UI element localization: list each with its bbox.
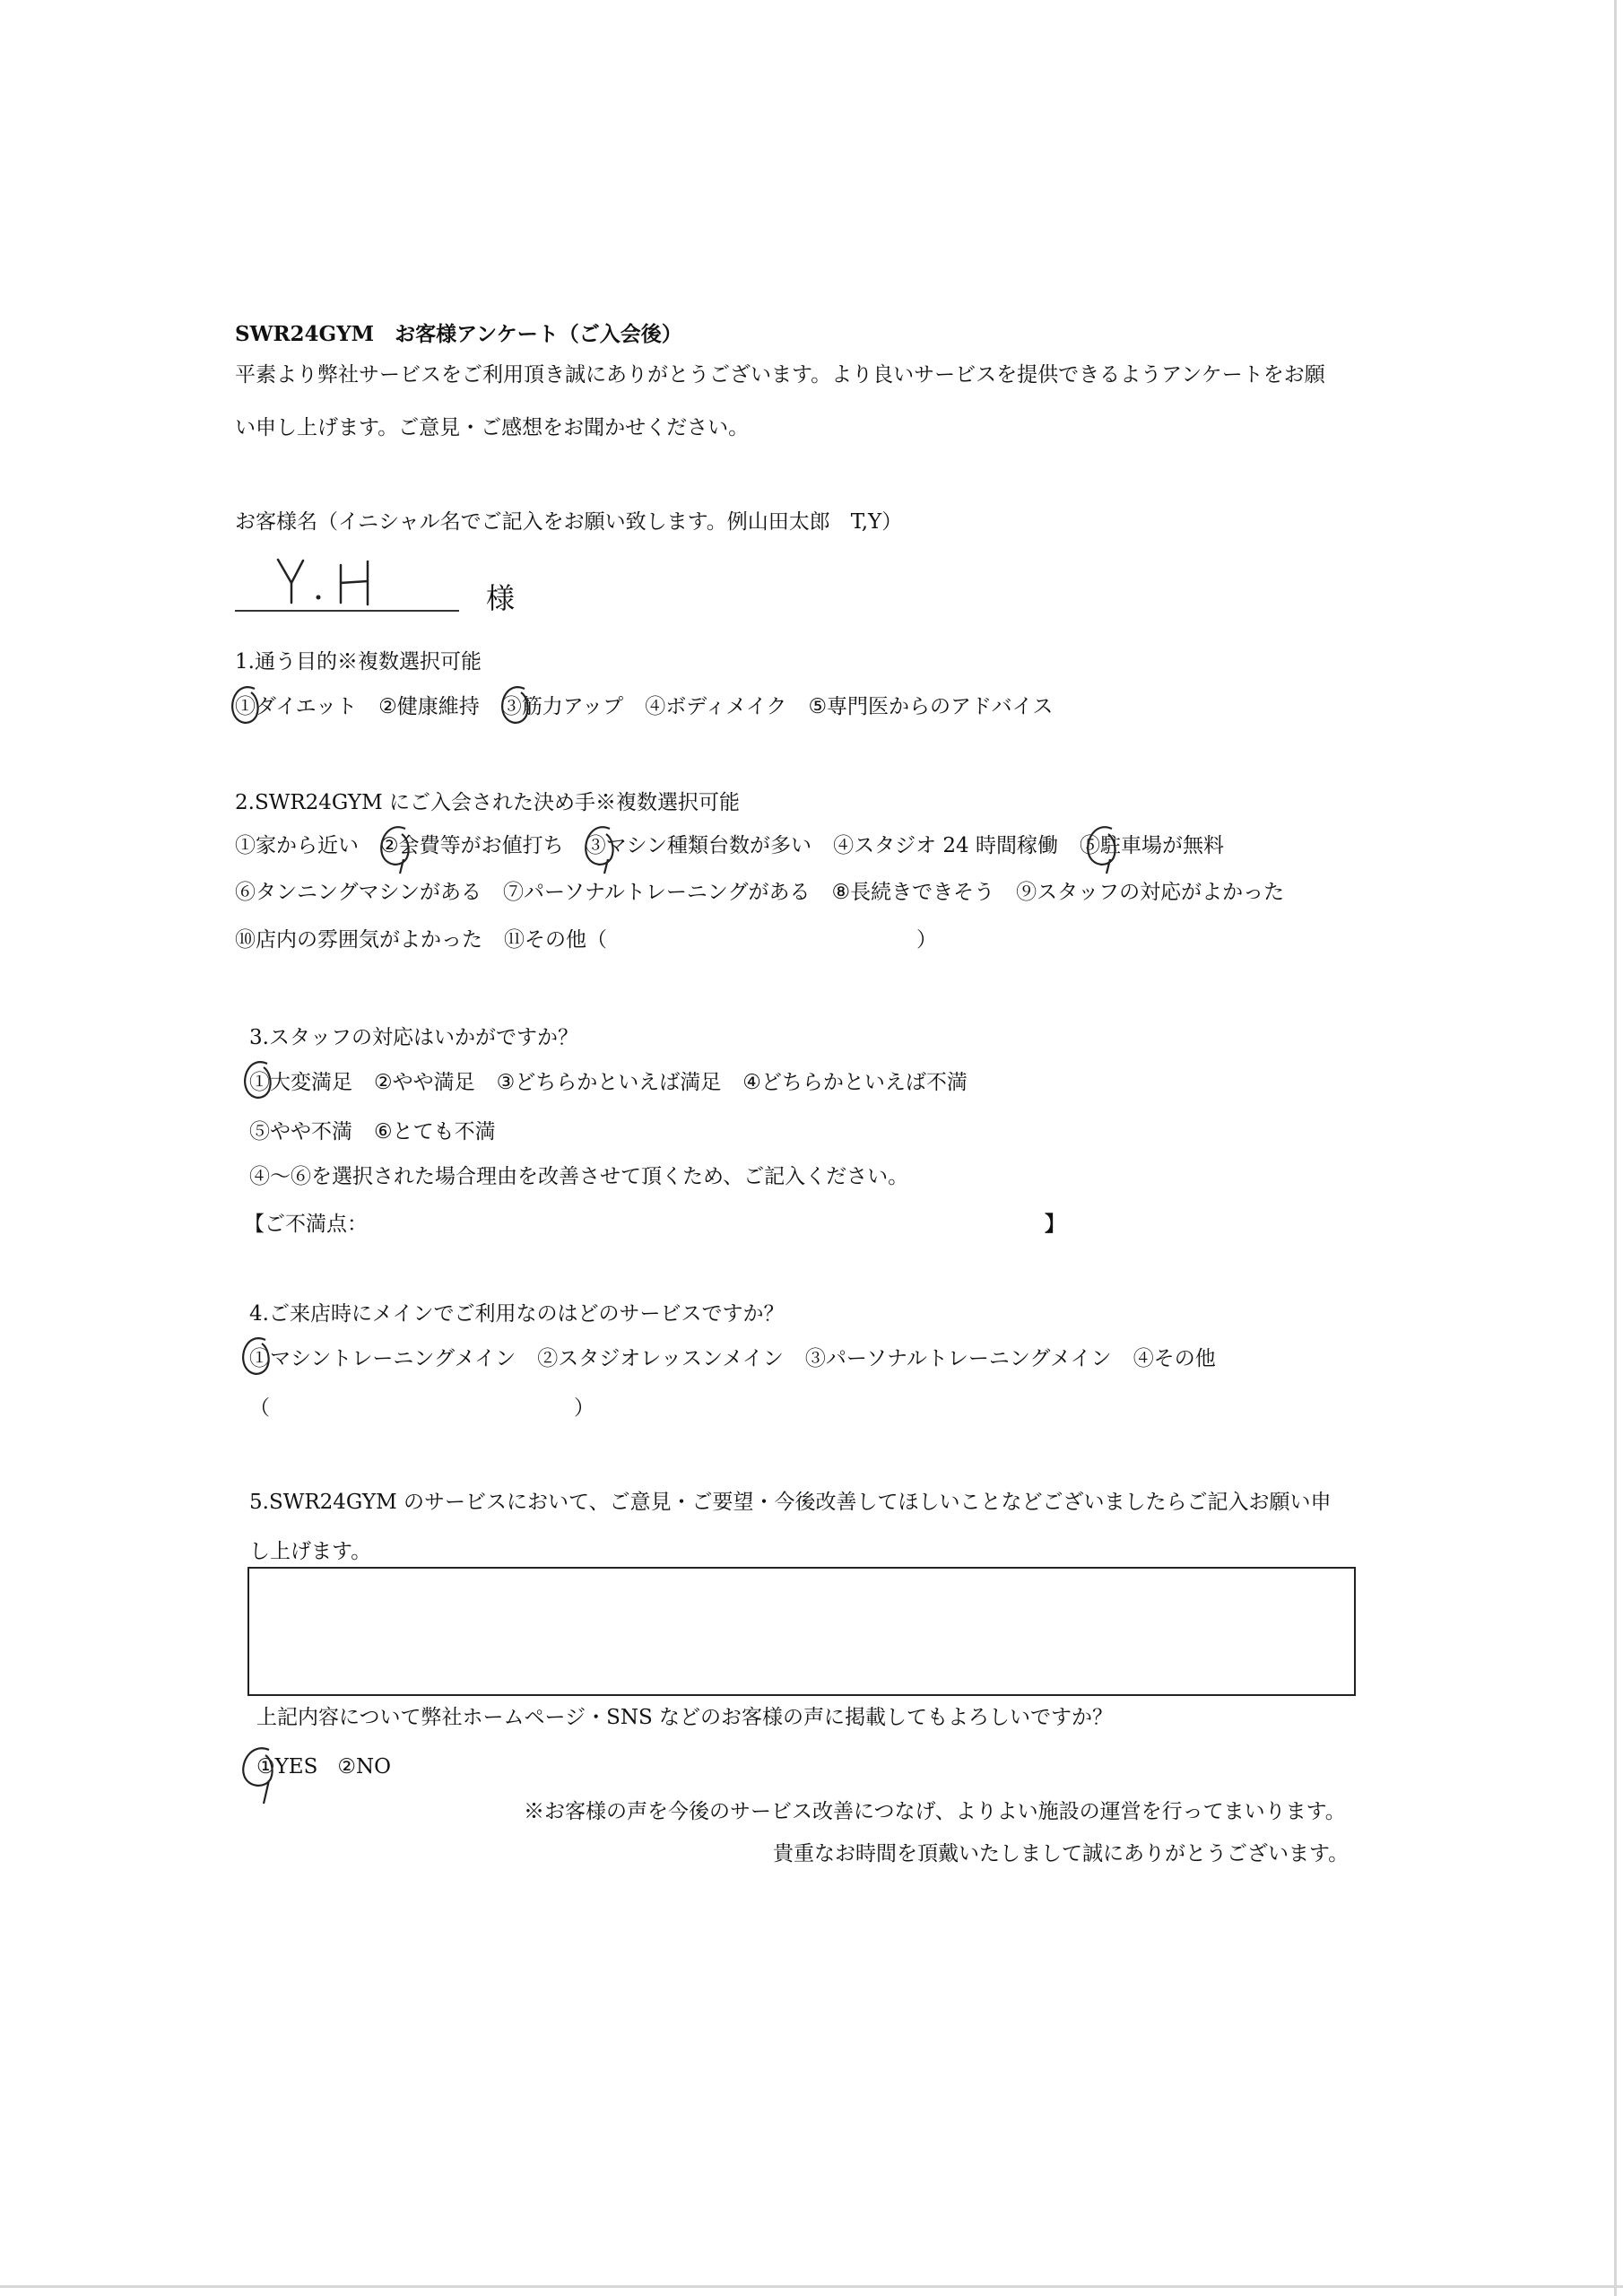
q2-mark-5 [1083,823,1123,875]
q3-option-4[interactable]: ④どちらかといえば不満 [742,1071,968,1094]
q3-option-5[interactable]: ⑤やや不満 [249,1120,352,1144]
q1-option-2[interactable]: ②健康維持 [378,695,480,718]
q2-row-3 [235,926,937,953]
q5-comment-box[interactable] [247,1567,1356,1696]
q2-option-11[interactable]: ⑪その他（ [504,928,607,952]
q1-title: 1.通う目的※複数選択可能 [235,650,482,674]
q2-option-6[interactable]: ⑥タンニングマシンがある [235,881,482,904]
q4-other-field[interactable] [278,1395,574,1422]
q3-complaint-field[interactable] [377,1211,1040,1238]
customer-name-handwriting [242,556,404,610]
q4-title: 4.ご来店時にメインでご利用なのはどのサービスですか？ [249,1302,785,1326]
consent-mark-yes [239,1744,282,1807]
q3-complaint-label: 【ご不満点： [244,1213,368,1236]
q4-option-1[interactable]: ①マシントレーニングメイン [249,1347,516,1370]
footer-line-1: ※お客様の声を今後のサービス改善につなげ、よりよい施設の運営を行ってまいります。 [524,1800,1346,1823]
intro-line-1: 平素より弊社サービスをご利用頂き誠にありがとうございます。より良いサービスを提供できるようアンケートをお願 [235,363,1325,387]
q3-mark-1 [240,1058,278,1105]
q3-row-1 [249,1069,989,1096]
consent-no[interactable]: ②NO [337,1755,391,1779]
footer-line-2: 貴重なお時間を頂戴いたしまして誠にありがとうございます。 [773,1842,1350,1866]
q1-mark-1 [228,683,265,730]
q1-option-1[interactable]: ①ダイエット [235,695,358,718]
q2-option-5[interactable]: ⑤駐車場が無料 [1079,834,1224,857]
q4-option-4[interactable]: ④その他 [1133,1347,1216,1370]
q2-other-close: ） [916,928,937,952]
q2-mark-3 [581,823,621,875]
q1-option-3[interactable]: ③筋力アップ [500,695,624,718]
q1-options [235,693,1074,720]
q3-row-2 [249,1118,517,1145]
q4-option-3[interactable]: ③パーソナルトレーニングメイン [804,1347,1112,1370]
q3-complaint-end: 】 [1045,1212,1065,1236]
survey-title: SWR24GYM お客様アンケート（ご入会後） [235,322,682,346]
q5-title-line-2: し上げます。 [249,1540,372,1563]
q3-option-2[interactable]: ②やや満足 [374,1071,475,1094]
q3-note: ④～⑥を選択された場合理由を改善させて頂くため、ご記入ください。 [249,1165,909,1188]
q3-title: 3.スタッフの対応はいかがですか？ [249,1026,578,1049]
q2-option-8[interactable]: ⑧長続きできそう [831,881,995,904]
consent-yes[interactable]: ①YES [256,1755,318,1779]
q4-options [249,1345,1237,1372]
q5-title-line-1: 5.SWR24GYM のサービスにおいて、ご意見・ご要望・今後改善してほしいことなどございましたらご記入お願い申 [249,1491,1332,1514]
q2-option-4[interactable]: ④スタジオ 24 時間稼働 [833,834,1058,857]
honorific: 様 [486,581,516,615]
q2-option-10[interactable]: ⑩店内の雰囲気がよかった [235,928,482,952]
scan-edge-bottom [0,2285,1623,2288]
q2-option-9[interactable]: ⑨スタッフの対応がよかった [1016,881,1285,904]
q2-title: 2.SWR24GYM にご入会された決め手※複数選択可能 [235,791,740,814]
q2-option-2[interactable]: ②会費等がお値打ち [380,834,564,857]
consent-question: 上記内容について弊社ホームページ・SNS などのお客様の声に掲載してもよろしいですか？ [256,1706,1114,1729]
q1-option-5[interactable]: ⑤専門医からのアドバイス [808,695,1054,718]
q3-option-6[interactable]: ⑥とても不満 [374,1120,496,1144]
scan-edge-right [1614,0,1617,2296]
q1-mark-3 [498,683,535,730]
q2-mark-2 [377,823,416,875]
q1-option-4[interactable]: ④ボディメイク [645,695,787,718]
q3-option-3[interactable]: ③どちらかといえば満足 [496,1071,722,1094]
q4-other-open: （ [249,1396,270,1420]
q2-row-2 [235,879,1306,906]
q3-option-1[interactable]: ①大変満足 [249,1071,352,1094]
customer-name-label: お客様名（イニシャル名でご記入をお願い致します。例山田太郎 T,Y） [235,510,903,534]
q2-option-1[interactable]: ①家から近い [235,834,359,857]
q4-mark-1 [239,1335,276,1381]
q4-other-close: ） [574,1396,595,1420]
q2-option-7[interactable]: ⑦パーソナルトレーニングがある [502,881,811,904]
name-underline [235,610,459,612]
q2-option-3[interactable]: ③マシン種類台数が多い [585,834,812,857]
intro-line-2: い申し上げます。ご意見・ご感想をお聞かせください。 [235,416,750,439]
q4-option-2[interactable]: ②スタジオレッスンメイン [537,1347,784,1370]
